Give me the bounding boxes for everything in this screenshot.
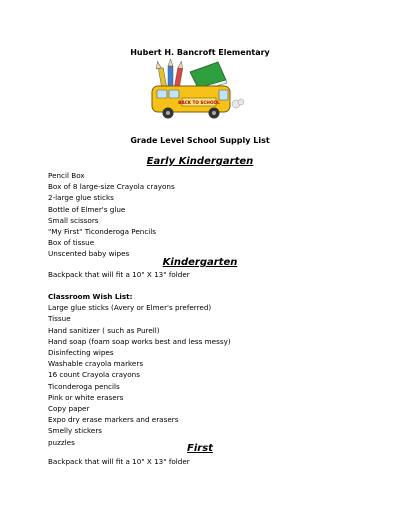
early-kindergarten-list: [48, 170, 175, 260]
heading-first: First: [187, 443, 213, 454]
list-item: Backpack that will fit a 10" X 13" folder: [48, 457, 190, 466]
list-item: Box of tissue: [48, 238, 95, 248]
list-item: Small scissors: [48, 215, 99, 225]
heading-kindergarten: Kindergarten: [162, 257, 238, 268]
list-item: Hand soap (foam soap works best and less messy): [48, 336, 231, 346]
list-item: Smelly stickers: [48, 426, 103, 436]
list-item: Washable crayola markers: [48, 359, 144, 369]
list-item: Pencil Box: [48, 171, 85, 180]
list-item: Copy paper: [48, 404, 90, 414]
list-item: 16 count Crayola crayons: [48, 370, 140, 380]
list-item: Unscented baby wipes: [48, 249, 130, 259]
first-backpack: [48, 456, 190, 467]
bus-sign-text: BACK TO SCHOOL: [178, 100, 220, 105]
list-item: Tissue: [48, 314, 71, 324]
list-item: Hand sanitizer ( such as Purell): [48, 325, 160, 335]
list-item: Ticonderoga pencils: [48, 381, 120, 391]
kindergarten-backpack: [48, 269, 190, 280]
list-item: Expo dry erase markers and erasers: [48, 415, 179, 425]
list-item: "My First" Ticonderoga Pencils: [48, 227, 157, 237]
list-item: Backpack that will fit a 10" X 13" folder: [48, 270, 190, 279]
school-bus-illustration: [146, 58, 246, 124]
school-bus-icon: [146, 58, 246, 124]
list-item: puzzles: [48, 437, 75, 447]
list-title: Grade Level School Supply List: [130, 136, 270, 145]
school-name: Hubert H. Bancroft Elementary: [130, 48, 270, 57]
list-item: Pink or white erasers: [48, 392, 124, 402]
heading-early-kindergarten: Early Kindergarten: [146, 156, 254, 167]
list-item: 2-large glue sticks: [48, 193, 114, 203]
list-item: Box of 8 large-size Crayola crayons: [48, 182, 175, 192]
list-item: Disinfecting wipes: [48, 348, 114, 358]
wish-list-label: Classroom Wish List:: [48, 292, 133, 301]
list-item: Bottle of Elmer's glue: [48, 204, 126, 214]
classroom-wish-list: [48, 291, 231, 448]
list-item: Large glue sticks (Avery or Elmer's preferred): [48, 303, 212, 313]
